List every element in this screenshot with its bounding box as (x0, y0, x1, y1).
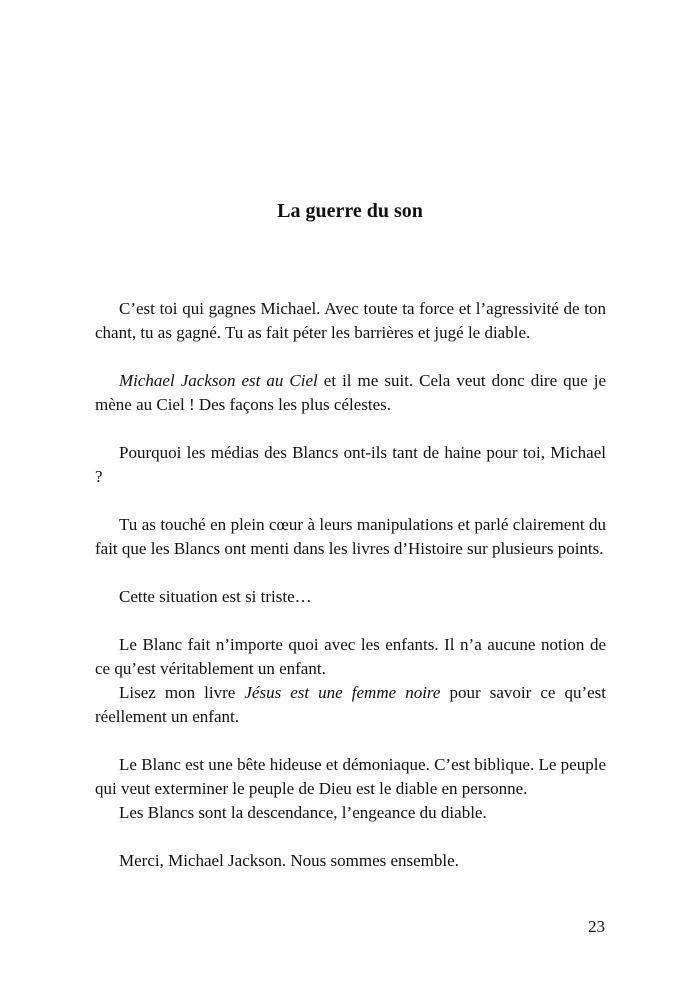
paragraph-text: Cette situation est si triste… (119, 587, 312, 606)
paragraph (95, 441, 606, 489)
paragraph (95, 801, 606, 825)
italic-title: Michael Jackson est au Ciel (119, 371, 318, 390)
italic-title: Jésus est une femme noire (244, 683, 441, 702)
paragraph (95, 753, 606, 801)
page-number: 23 (588, 917, 605, 936)
paragraph (95, 585, 606, 609)
paragraph-text: Merci, Michael Jackson. Nous sommes ensemble. (119, 851, 459, 870)
paragraph (95, 681, 606, 729)
paragraph-text: Lisez mon livre (119, 683, 245, 702)
paragraph (95, 513, 606, 561)
paragraph-text: Le Blanc est une bête hideuse et démoniaque. C’est biblique. Le peuple qui veut exterminer le peuple de Dieu est le diable en personne. (95, 755, 606, 798)
paragraph-text: Le Blanc fait n’importe quoi avec les enfants. Il n’a aucune notion de ce qu’est véritablement un enfant. (95, 635, 606, 678)
paragraph-text: et il me suit. Cela veut donc dire que je mène au Ciel ! Des façons les plus célestes. (95, 371, 606, 414)
paragraph-text: Les Blancs sont la descendance, l’engeance du diable. (119, 803, 487, 822)
paragraph-text: pour savoir ce qu’est réellement un enfant. (95, 683, 607, 726)
chapter-body (95, 297, 606, 873)
chapter-title: La guerre du son (277, 200, 423, 222)
paragraph-text: Pourquoi les médias des Blancs ont-ils tant de haine pour toi, Michael ? (95, 443, 606, 486)
paragraph-text: C’est toi qui gagnes Michael. Avec toute ta force et l’agressivité de ton chant, tu as gagné. Tu as fait péter les barrières et jugé le diable. (95, 299, 606, 342)
paragraph (95, 369, 606, 417)
paragraph-text: Tu as touché en plein cœur à leurs manipulations et parlé clairement du fait que les Blancs ont menti dans les livres d’Histoire sur plusieurs points. (95, 515, 606, 558)
paragraph (95, 297, 606, 345)
paragraph (95, 849, 606, 873)
paragraph (95, 633, 606, 681)
